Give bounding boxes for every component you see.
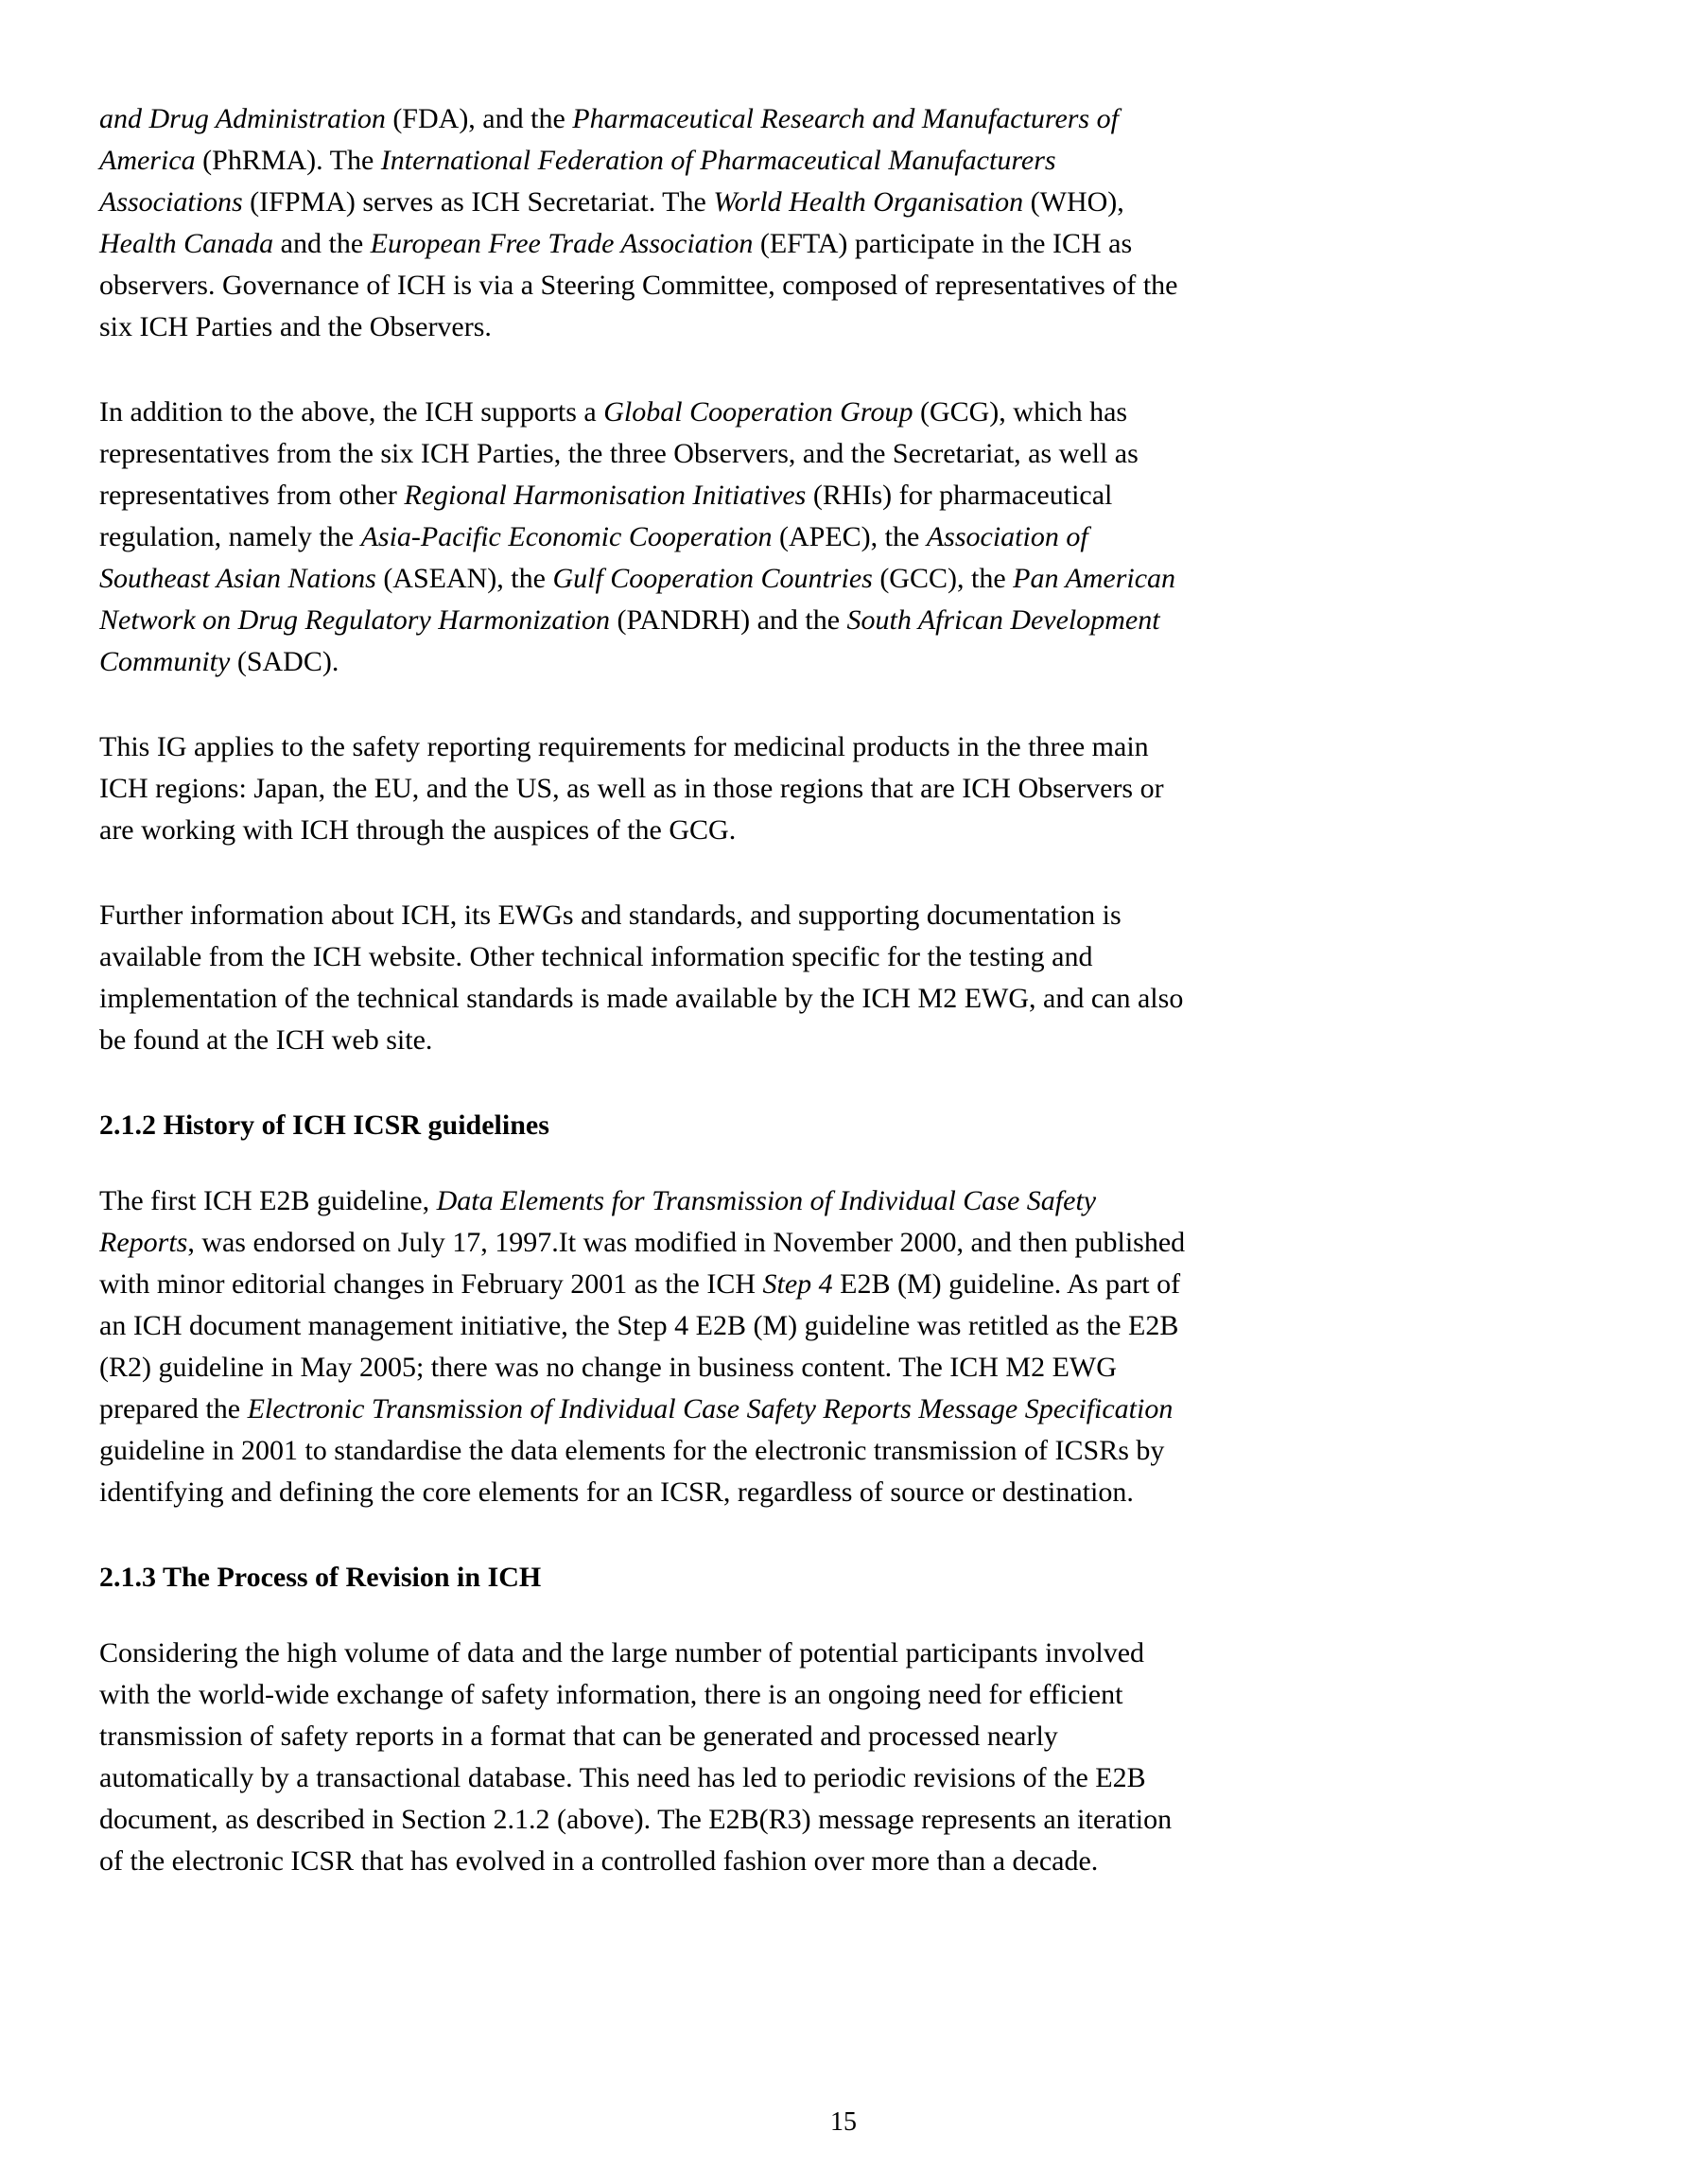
italic-text-run: Association of Southeast Asian Nations <box>99 521 1088 594</box>
text-run: 2.1.3 The Process of Revision in ICH <box>99 1562 542 1593</box>
text-run: (GCG), which has representatives from the six ICH Parties, the three Observers, and the Secretariat, as well as representatives from other <box>99 396 1139 511</box>
paragraph-ich-parties-continued <box>99 98 1187 348</box>
text-run: (SADC). <box>230 646 339 677</box>
text-run: (WHO), <box>1023 186 1124 218</box>
text-run: Considering the high volume of data and the large number of potential participants involved with the world-wide exchange of safety information, there is an ongoing need for efficient transmission of safety reports in a format that can be generated and processed nearly automatically by a transactional database. This need has led to periodic revisions of the E2B document, as described in Section 2.1.2 (above). The E2B(R3) message represents an iteration of the electronic ICSR that has evolved in a controlled fashion over more than a decade. <box>99 1637 1173 1877</box>
text-run: (PhRMA). The <box>195 145 381 176</box>
italic-text-run: Step 4 <box>762 1268 833 1300</box>
italic-text-run: Global Cooperation Group <box>603 396 913 428</box>
italic-text-run: Pan American Network on Drug Regulatory Harmonization <box>99 563 1176 636</box>
italic-text-run: and Drug Administration <box>99 103 386 134</box>
text-run: (GCC), the <box>872 563 1014 594</box>
text-run: (FDA), and the <box>385 103 573 134</box>
text-run: (APEC), the <box>772 521 927 552</box>
text-run: Further information about ICH, its EWGs and standards, and supporting documentation is available from the ICH website. Other technical information specific for the testing and implementation of the technical standards is made available by the ICH M2 EWG, and can also be found at the ICH web site. <box>99 900 1184 1056</box>
paragraph-e2b-guideline-history <box>99 1180 1187 1513</box>
page-number: 15 <box>830 2107 857 2137</box>
text-run: (RHIs) for pharmaceutical regulation, namely the <box>99 480 1113 552</box>
heading-2-1-2-history-of-ich-icsr-guidelines <box>99 1105 1187 1146</box>
text-run: In addition to the above, the ICH supports a <box>99 396 604 428</box>
italic-text-run: Health Canada <box>99 228 274 259</box>
text-run: , was endorsed on July 17, 1997.It was modified in November 2000, and then published with minor editorial changes in February 2001 as the ICH <box>99 1227 1186 1300</box>
heading-2-1-3-process-of-revision-in-ich <box>99 1557 1187 1599</box>
text-run: (IFPMA) serves as ICH Secretariat. The <box>242 186 714 218</box>
text-run: The first ICH E2B guideline, <box>99 1185 437 1216</box>
text-run: guideline in 2001 to standardise the data elements for the electronic transmission of ICSRs by identifying and defining the core elements for an ICSR, regardless of source or destination. <box>99 1435 1165 1508</box>
text-run: E2B (M) guideline. As part of an ICH document management initiative, the Step 4 E2B (M) guideline was retitled as the E2B (R2) guideline in May 2005; there was no change in business content. The ICH M2 EWG prepared the <box>99 1268 1181 1424</box>
italic-text-run: International Federation of Pharmaceutical Manufacturers Associations <box>99 145 1056 218</box>
text-run: (EFTA) participate in the ICH as observers. Governance of ICH is via a Steering Committee, composed of representatives of the six ICH Parties and the Observers. <box>99 228 1178 342</box>
text-run: (PANDRH) and the <box>610 604 847 636</box>
document-body <box>99 98 1187 1926</box>
italic-text-run: European Free Trade Association <box>370 228 754 259</box>
text-run: 2.1.2 History of ICH ICSR guidelines <box>99 1109 549 1141</box>
italic-text-run: Electronic Transmission of Individual Case Safety Reports Message Specification <box>247 1393 1174 1424</box>
text-run: and the <box>273 228 371 259</box>
paragraph-global-cooperation-group <box>99 392 1187 683</box>
italic-text-run: Pharmaceutical Research and Manufacturers of America <box>99 103 1119 176</box>
paragraph-further-information <box>99 895 1187 1061</box>
paragraph-revision-rationale <box>99 1633 1187 1882</box>
italic-text-run: Regional Harmonisation Initiatives <box>404 480 807 511</box>
italic-text-run: Gulf Cooperation Countries <box>552 563 873 594</box>
italic-text-run: South African Development Community <box>99 604 1160 677</box>
italic-text-run: Data Elements for Transmission of Individual Case Safety Reports <box>99 1185 1097 1258</box>
italic-text-run: World Health Organisation <box>713 186 1024 218</box>
text-run: This IG applies to the safety reporting requirements for medicinal products in the three main ICH regions: Japan, the EU, and the US, as well as in those regions that are ICH Observers or are working with ICH through the auspices of the GCG. <box>99 731 1164 846</box>
paragraph-ig-scope <box>99 726 1187 851</box>
text-run: (ASEAN), the <box>375 563 553 594</box>
italic-text-run: Asia-Pacific Economic Cooperation <box>360 521 773 552</box>
